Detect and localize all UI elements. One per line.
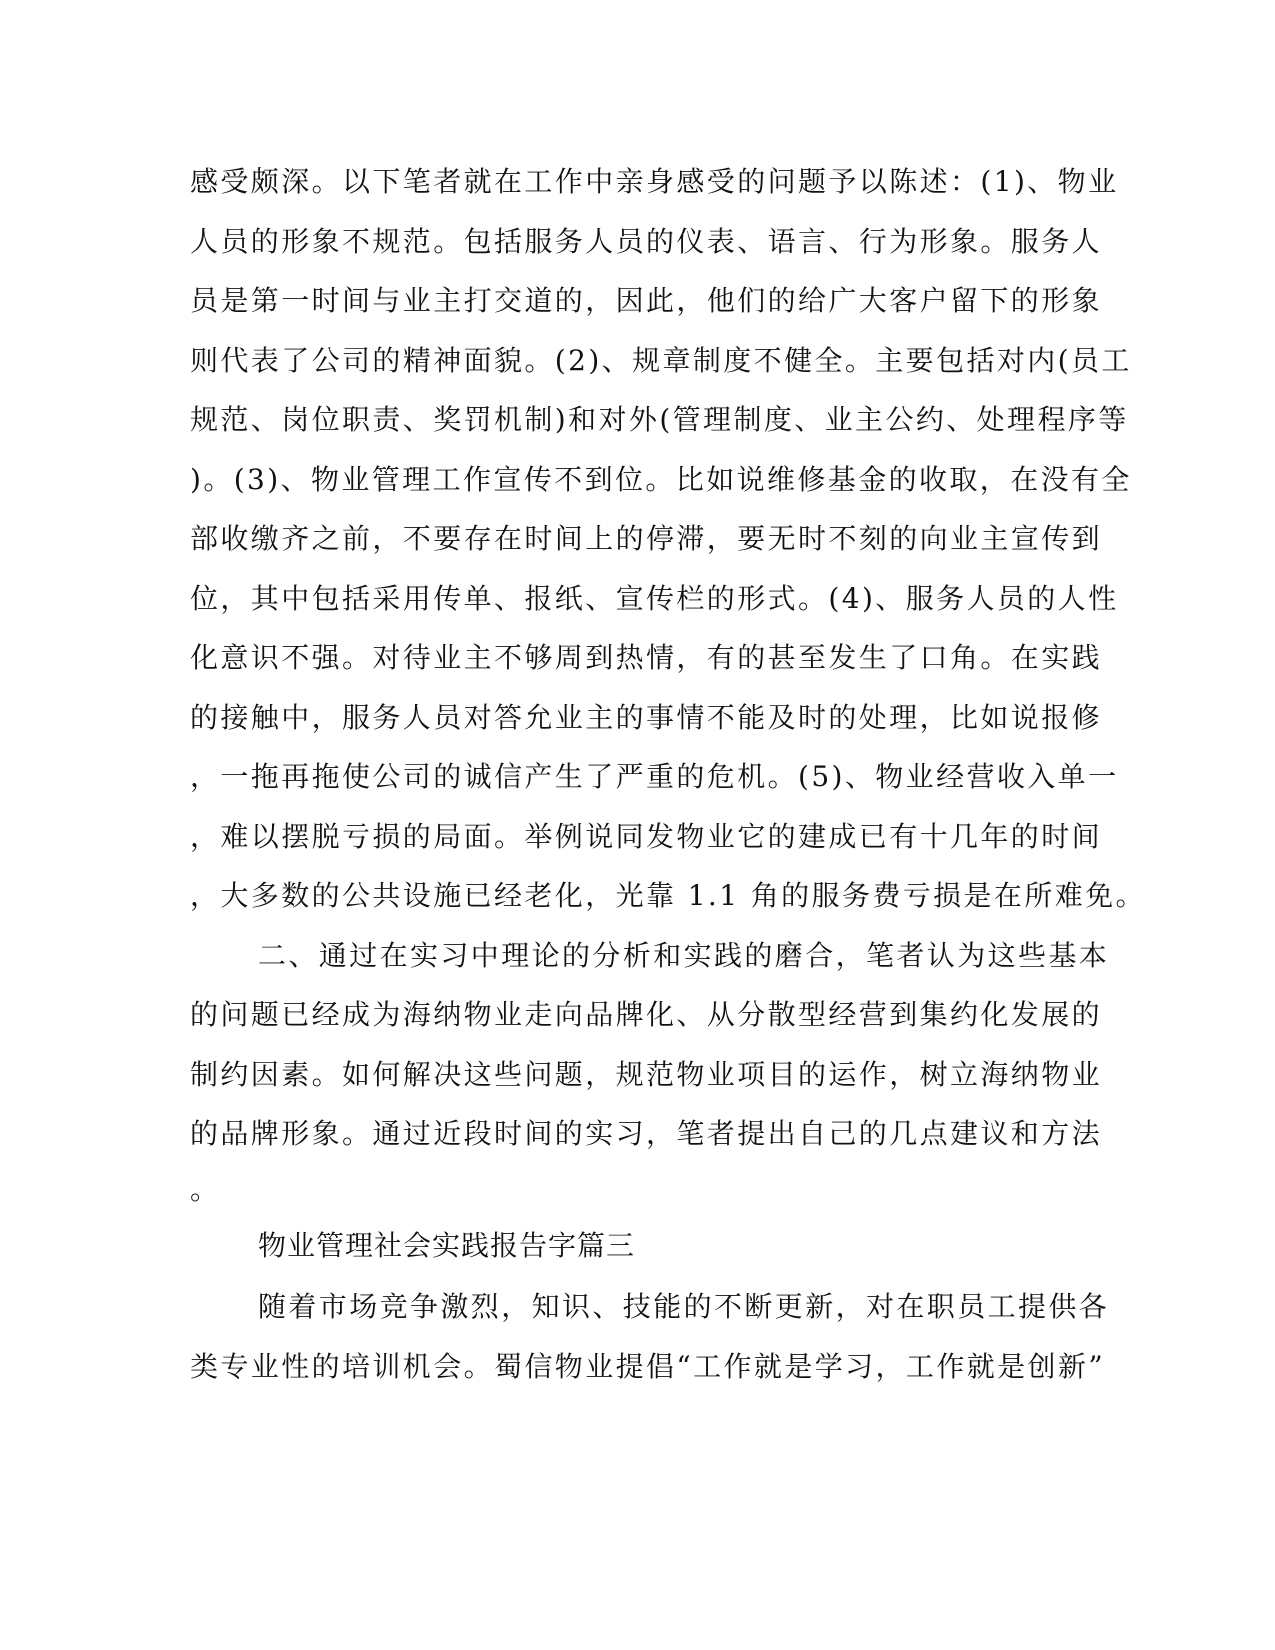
text-line: )。(3)、物业管理工作宣传不到位。比如说维修基金的收取，在没有全: [190, 463, 1132, 496]
text-line: ，一拖再拖使公司的诚信产生了严重的危机。(5)、物业经营收入单一: [190, 760, 1119, 793]
text-line: 感受颇深。以下笔者就在工作中亲身感受的问题予以陈述：(1)、物业: [190, 165, 1119, 198]
text-line: 的接触中，服务人员对答允业主的事情不能及时的处理，比如说报修: [190, 701, 1103, 734]
text-line: 。: [190, 1173, 221, 1206]
text-line: 制约因素。如何解决这些问题，规范物业项目的运作，树立海纳物业: [190, 1058, 1103, 1091]
text-line: 则代表了公司的精神面貌。(2)、规章制度不健全。主要包括对内(员工: [190, 344, 1132, 377]
text-line: 人员的形象不规范。包括服务人员的仪表、语言、行为形象。服务人: [190, 225, 1103, 258]
text-line: 位，其中包括采用传单、报纸、宣传栏的形式。(4)、服务人员的人性: [190, 582, 1119, 615]
text-line: 化意识不强。对待业主不够周到热情，有的甚至发生了口角。在实践: [190, 641, 1103, 674]
paragraph-first-line: 二、通过在实习中理论的分析和实践的磨合，笔者认为这些基本: [258, 939, 1110, 972]
text-line: 规范、岗位职责、奖罚机制)和对外(管理制度、业主公约、处理程序等: [190, 403, 1129, 436]
text-line: 员是第一时间与业主打交道的，因此，他们的给广大客户留下的形象: [190, 284, 1103, 317]
text-line: 的问题已经成为海纳物业走向品牌化、从分散型经营到集约化发展的: [190, 998, 1103, 1031]
text-line: ，难以摆脱亏损的局面。举例说同发物业它的建成已有十几年的时间: [190, 820, 1103, 853]
section-heading: 物业管理社会实践报告字篇三: [258, 1229, 636, 1262]
paragraph-first-line: 随着市场竞争激烈，知识、技能的不断更新，对在职员工提供各: [258, 1290, 1110, 1323]
text-line: ，大多数的公共设施已经老化，光靠 1.1 角的服务费亏损是在所难免。: [190, 879, 1146, 912]
text-line: 的品牌形象。通过近段时间的实习，笔者提出自己的几点建议和方法: [190, 1117, 1103, 1150]
text-line: 类专业性的培训机会。蜀信物业提倡“工作就是学习，工作就是创新”: [190, 1350, 1106, 1383]
text-line: 部收缴齐之前，不要存在时间上的停滞，要无时不刻的向业主宣传到: [190, 522, 1103, 555]
